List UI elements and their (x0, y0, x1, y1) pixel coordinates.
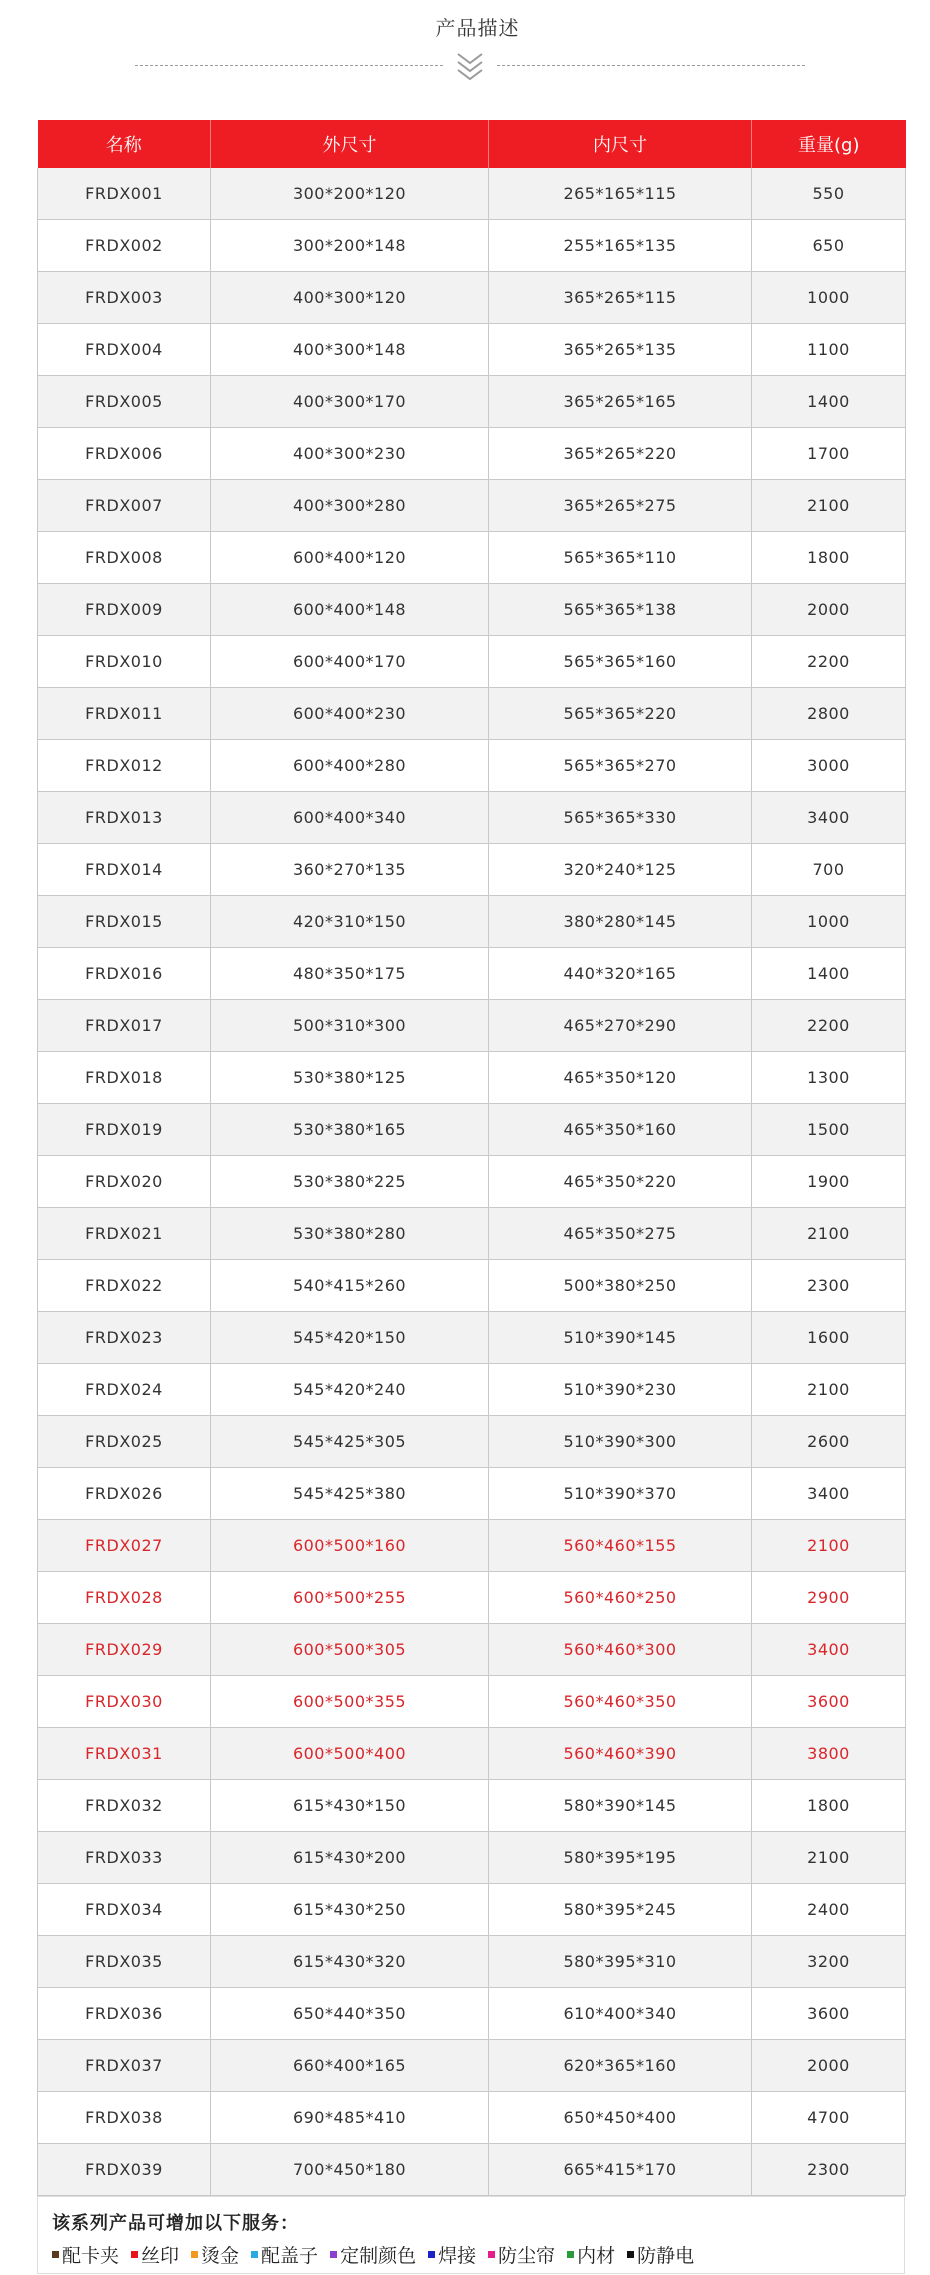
cell-outer-size: 600*500*160 (211, 1520, 489, 1572)
cell-inner-size: 510*390*145 (489, 1312, 752, 1364)
table-header (38, 120, 906, 168)
service-item (251, 2241, 318, 2268)
cell-weight: 2200 (752, 1000, 906, 1052)
cell-name: FRDX028 (38, 1572, 211, 1624)
table-row (38, 428, 906, 480)
cell-weight: 2100 (752, 1364, 906, 1416)
cell-inner-size: 365*265*275 (489, 480, 752, 532)
cell-outer-size: 700*450*180 (211, 2144, 489, 2196)
cell-inner-size: 365*265*220 (489, 428, 752, 480)
cell-weight: 1000 (752, 272, 906, 324)
square-bullet-icon (567, 2251, 574, 2258)
cell-outer-size: 545*420*240 (211, 1364, 489, 1416)
table-row (38, 1832, 906, 1884)
cell-outer-size: 300*200*148 (211, 220, 489, 272)
cell-weight: 2100 (752, 480, 906, 532)
cell-name: FRDX006 (38, 428, 211, 480)
table-row (38, 1780, 906, 1832)
cell-inner-size: 255*165*135 (489, 220, 752, 272)
cell-weight: 2000 (752, 584, 906, 636)
cell-name: FRDX002 (38, 220, 211, 272)
cell-weight: 3400 (752, 1624, 906, 1676)
table-row (38, 532, 906, 584)
cell-weight: 4700 (752, 2092, 906, 2144)
cell-outer-size: 600*500*355 (211, 1676, 489, 1728)
cell-name: FRDX030 (38, 1676, 211, 1728)
table-row (38, 1364, 906, 1416)
cell-weight: 2100 (752, 1520, 906, 1572)
table-row (38, 1728, 906, 1780)
cell-name: FRDX011 (38, 688, 211, 740)
service-label: 丝印 (141, 2245, 180, 2267)
service-label: 防静电 (637, 2245, 695, 2267)
cell-name: FRDX016 (38, 948, 211, 1000)
table-row (38, 896, 906, 948)
cell-inner-size: 560*460*155 (489, 1520, 752, 1572)
cell-name: FRDX038 (38, 2092, 211, 2144)
cell-weight: 2000 (752, 2040, 906, 2092)
table-row (38, 272, 906, 324)
cell-outer-size: 615*430*200 (211, 1832, 489, 1884)
cell-outer-size: 530*380*165 (211, 1104, 489, 1156)
table-row (38, 948, 906, 1000)
cell-inner-size: 580*395*195 (489, 1832, 752, 1884)
table-row (38, 1208, 906, 1260)
cell-inner-size: 510*390*370 (489, 1468, 752, 1520)
cell-inner-size: 465*350*160 (489, 1104, 752, 1156)
table-row (38, 1052, 906, 1104)
cell-inner-size: 565*365*138 (489, 584, 752, 636)
table-row (38, 1520, 906, 1572)
cell-inner-size: 565*365*330 (489, 792, 752, 844)
cell-outer-size: 360*270*135 (211, 844, 489, 896)
cell-name: FRDX001 (38, 168, 211, 220)
table-row (38, 1416, 906, 1468)
cell-weight: 2100 (752, 1208, 906, 1260)
cell-outer-size: 400*300*120 (211, 272, 489, 324)
table-header-row (38, 120, 906, 168)
cell-weight: 2100 (752, 1832, 906, 1884)
square-bullet-icon (627, 2251, 634, 2258)
table-row (38, 2144, 906, 2196)
cell-weight: 2200 (752, 636, 906, 688)
cell-inner-size: 510*390*300 (489, 1416, 752, 1468)
table-row (38, 220, 906, 272)
cell-inner-size: 665*415*170 (489, 2144, 752, 2196)
cell-name: FRDX022 (38, 1260, 211, 1312)
table-row (38, 2092, 906, 2144)
service-item (191, 2241, 239, 2268)
cell-outer-size: 600*400*230 (211, 688, 489, 740)
cell-name: FRDX008 (38, 532, 211, 584)
cell-outer-size: 615*430*250 (211, 1884, 489, 1936)
cell-weight: 1700 (752, 428, 906, 480)
cell-inner-size: 620*365*160 (489, 2040, 752, 2092)
square-bullet-icon (488, 2251, 495, 2258)
cell-inner-size: 650*450*400 (489, 2092, 752, 2144)
cell-inner-size: 565*365*270 (489, 740, 752, 792)
cell-name: FRDX007 (38, 480, 211, 532)
cell-inner-size: 560*460*350 (489, 1676, 752, 1728)
section-title: 产品描述 (435, 16, 520, 40)
service-item (627, 2241, 694, 2268)
cell-weight: 2300 (752, 1260, 906, 1312)
table-row (38, 688, 906, 740)
cell-name: FRDX025 (38, 1416, 211, 1468)
cell-weight: 1100 (752, 324, 906, 376)
cell-inner-size: 565*365*220 (489, 688, 752, 740)
cell-weight: 1400 (752, 948, 906, 1000)
cell-name: FRDX032 (38, 1780, 211, 1832)
cell-inner-size: 465*350*275 (489, 1208, 752, 1260)
square-bullet-icon (131, 2251, 138, 2258)
cell-weight: 3800 (752, 1728, 906, 1780)
table-row (38, 2040, 906, 2092)
dashed-divider-right (497, 65, 805, 66)
table-row (38, 376, 906, 428)
cell-name: FRDX005 (38, 376, 211, 428)
column-header-weight: 重量(g) (752, 120, 906, 168)
cell-outer-size: 480*350*175 (211, 948, 489, 1000)
cell-inner-size: 365*265*135 (489, 324, 752, 376)
table-row (38, 1884, 906, 1936)
cell-outer-size: 600*500*305 (211, 1624, 489, 1676)
service-item (52, 2241, 119, 2268)
cell-weight: 3600 (752, 1988, 906, 2040)
cell-name: FRDX026 (38, 1468, 211, 1520)
cell-weight: 700 (752, 844, 906, 896)
service-item (488, 2241, 555, 2268)
cell-name: FRDX014 (38, 844, 211, 896)
table-row (38, 1000, 906, 1052)
cell-inner-size: 265*165*115 (489, 168, 752, 220)
cell-inner-size: 380*280*145 (489, 896, 752, 948)
service-label: 烫金 (201, 2245, 240, 2267)
cell-inner-size: 465*270*290 (489, 1000, 752, 1052)
cell-outer-size: 300*200*120 (211, 168, 489, 220)
cell-weight: 2900 (752, 1572, 906, 1624)
table-row (38, 1572, 906, 1624)
cell-outer-size: 545*420*150 (211, 1312, 489, 1364)
cell-outer-size: 690*485*410 (211, 2092, 489, 2144)
cell-name: FRDX010 (38, 636, 211, 688)
cell-inner-size: 510*390*230 (489, 1364, 752, 1416)
service-label: 定制颜色 (340, 2245, 417, 2267)
cell-name: FRDX003 (38, 272, 211, 324)
cell-inner-size: 560*460*300 (489, 1624, 752, 1676)
cell-outer-size: 600*400*148 (211, 584, 489, 636)
cell-weight: 1600 (752, 1312, 906, 1364)
cell-weight: 650 (752, 220, 906, 272)
square-bullet-icon (191, 2251, 198, 2258)
cell-name: FRDX013 (38, 792, 211, 844)
table-row (38, 1156, 906, 1208)
service-label: 配卡夹 (62, 2245, 120, 2267)
service-label: 防尘帘 (498, 2245, 556, 2267)
cell-outer-size: 600*400*120 (211, 532, 489, 584)
table-row (38, 636, 906, 688)
cell-name: FRDX033 (38, 1832, 211, 1884)
cell-weight: 550 (752, 168, 906, 220)
table-row (38, 324, 906, 376)
column-header-inner-size: 内尺寸 (489, 120, 752, 168)
cell-inner-size: 500*380*250 (489, 1260, 752, 1312)
table-row (38, 168, 906, 220)
cell-name: FRDX015 (38, 896, 211, 948)
cell-outer-size: 545*425*305 (211, 1416, 489, 1468)
cell-weight: 1900 (752, 1156, 906, 1208)
table-body (38, 168, 906, 2196)
column-header-name: 名称 (38, 120, 211, 168)
service-label: 焊接 (438, 2245, 477, 2267)
cell-name: FRDX039 (38, 2144, 211, 2196)
table-row (38, 1624, 906, 1676)
cell-weight: 3200 (752, 1936, 906, 1988)
cell-outer-size: 650*440*350 (211, 1988, 489, 2040)
cell-weight: 2800 (752, 688, 906, 740)
cell-name: FRDX018 (38, 1052, 211, 1104)
cell-name: FRDX004 (38, 324, 211, 376)
cell-inner-size: 440*320*165 (489, 948, 752, 1000)
cell-outer-size: 400*300*280 (211, 480, 489, 532)
service-item (131, 2241, 179, 2268)
cell-outer-size: 615*430*150 (211, 1780, 489, 1832)
cell-name: FRDX017 (38, 1000, 211, 1052)
cell-name: FRDX035 (38, 1936, 211, 1988)
cell-weight: 1000 (752, 896, 906, 948)
cell-name: FRDX029 (38, 1624, 211, 1676)
cell-outer-size: 600*400*280 (211, 740, 489, 792)
cell-outer-size: 530*380*280 (211, 1208, 489, 1260)
cell-name: FRDX009 (38, 584, 211, 636)
cell-inner-size: 560*460*250 (489, 1572, 752, 1624)
cell-inner-size: 580*395*245 (489, 1884, 752, 1936)
cell-outer-size: 530*380*225 (211, 1156, 489, 1208)
service-label: 配盖子 (261, 2245, 319, 2267)
table-row (38, 740, 906, 792)
column-header-outer-size: 外尺寸 (211, 120, 489, 168)
cell-weight: 1800 (752, 532, 906, 584)
cell-weight: 1400 (752, 376, 906, 428)
cell-weight: 2400 (752, 1884, 906, 1936)
table-row (38, 1468, 906, 1520)
cell-outer-size: 600*400*340 (211, 792, 489, 844)
dashed-divider-left (135, 65, 443, 66)
cell-inner-size: 580*395*310 (489, 1936, 752, 1988)
service-item (330, 2241, 416, 2268)
cell-weight: 3400 (752, 1468, 906, 1520)
cell-name: FRDX031 (38, 1728, 211, 1780)
cell-weight: 1800 (752, 1780, 906, 1832)
table-row (38, 1936, 906, 1988)
cell-name: FRDX036 (38, 1988, 211, 2040)
cell-inner-size: 365*265*115 (489, 272, 752, 324)
square-bullet-icon (52, 2251, 59, 2258)
table-row (38, 844, 906, 896)
cell-inner-size: 610*400*340 (489, 1988, 752, 2040)
service-item (428, 2241, 476, 2268)
table-row (38, 584, 906, 636)
service-label: 内材 (577, 2245, 616, 2267)
cell-weight: 2300 (752, 2144, 906, 2196)
cell-inner-size: 580*390*145 (489, 1780, 752, 1832)
cell-weight: 3000 (752, 740, 906, 792)
services-list (52, 2241, 706, 2268)
cell-outer-size: 615*430*320 (211, 1936, 489, 1988)
cell-outer-size: 545*425*380 (211, 1468, 489, 1520)
section-header (0, 0, 930, 120)
cell-inner-size: 465*350*220 (489, 1156, 752, 1208)
cell-name: FRDX024 (38, 1364, 211, 1416)
services-panel (37, 2196, 905, 2274)
cell-outer-size: 400*300*170 (211, 376, 489, 428)
cell-outer-size: 400*300*148 (211, 324, 489, 376)
chevron-down-icon (455, 50, 485, 84)
cell-outer-size: 400*300*230 (211, 428, 489, 480)
cell-name: FRDX037 (38, 2040, 211, 2092)
table-row (38, 1676, 906, 1728)
cell-weight: 3400 (752, 792, 906, 844)
cell-name: FRDX021 (38, 1208, 211, 1260)
cell-inner-size: 465*350*120 (489, 1052, 752, 1104)
cell-name: FRDX020 (38, 1156, 211, 1208)
cell-name: FRDX019 (38, 1104, 211, 1156)
cell-inner-size: 560*460*390 (489, 1728, 752, 1780)
cell-weight: 1500 (752, 1104, 906, 1156)
cell-outer-size: 600*500*400 (211, 1728, 489, 1780)
cell-outer-size: 600*500*255 (211, 1572, 489, 1624)
cell-name: FRDX034 (38, 1884, 211, 1936)
square-bullet-icon (330, 2251, 337, 2258)
cell-outer-size: 540*415*260 (211, 1260, 489, 1312)
table-row (38, 1260, 906, 1312)
square-bullet-icon (428, 2251, 435, 2258)
cell-outer-size: 530*380*125 (211, 1052, 489, 1104)
cell-outer-size: 600*400*170 (211, 636, 489, 688)
cell-weight: 3600 (752, 1676, 906, 1728)
cell-inner-size: 365*265*165 (489, 376, 752, 428)
table-row (38, 1312, 906, 1364)
cell-outer-size: 660*400*165 (211, 2040, 489, 2092)
cell-inner-size: 320*240*125 (489, 844, 752, 896)
cell-weight: 1300 (752, 1052, 906, 1104)
square-bullet-icon (251, 2251, 258, 2258)
cell-name: FRDX023 (38, 1312, 211, 1364)
cell-name: FRDX012 (38, 740, 211, 792)
table-row (38, 1988, 906, 2040)
cell-outer-size: 500*310*300 (211, 1000, 489, 1052)
table-row (38, 1104, 906, 1156)
cell-inner-size: 565*365*160 (489, 636, 752, 688)
cell-name: FRDX027 (38, 1520, 211, 1572)
table-row (38, 792, 906, 844)
product-spec-table (37, 120, 906, 2196)
cell-outer-size: 420*310*150 (211, 896, 489, 948)
cell-weight: 2600 (752, 1416, 906, 1468)
table-row (38, 480, 906, 532)
service-item (567, 2241, 615, 2268)
services-title: 该系列产品可增加以下服务： (52, 2213, 299, 2234)
cell-inner-size: 565*365*110 (489, 532, 752, 584)
